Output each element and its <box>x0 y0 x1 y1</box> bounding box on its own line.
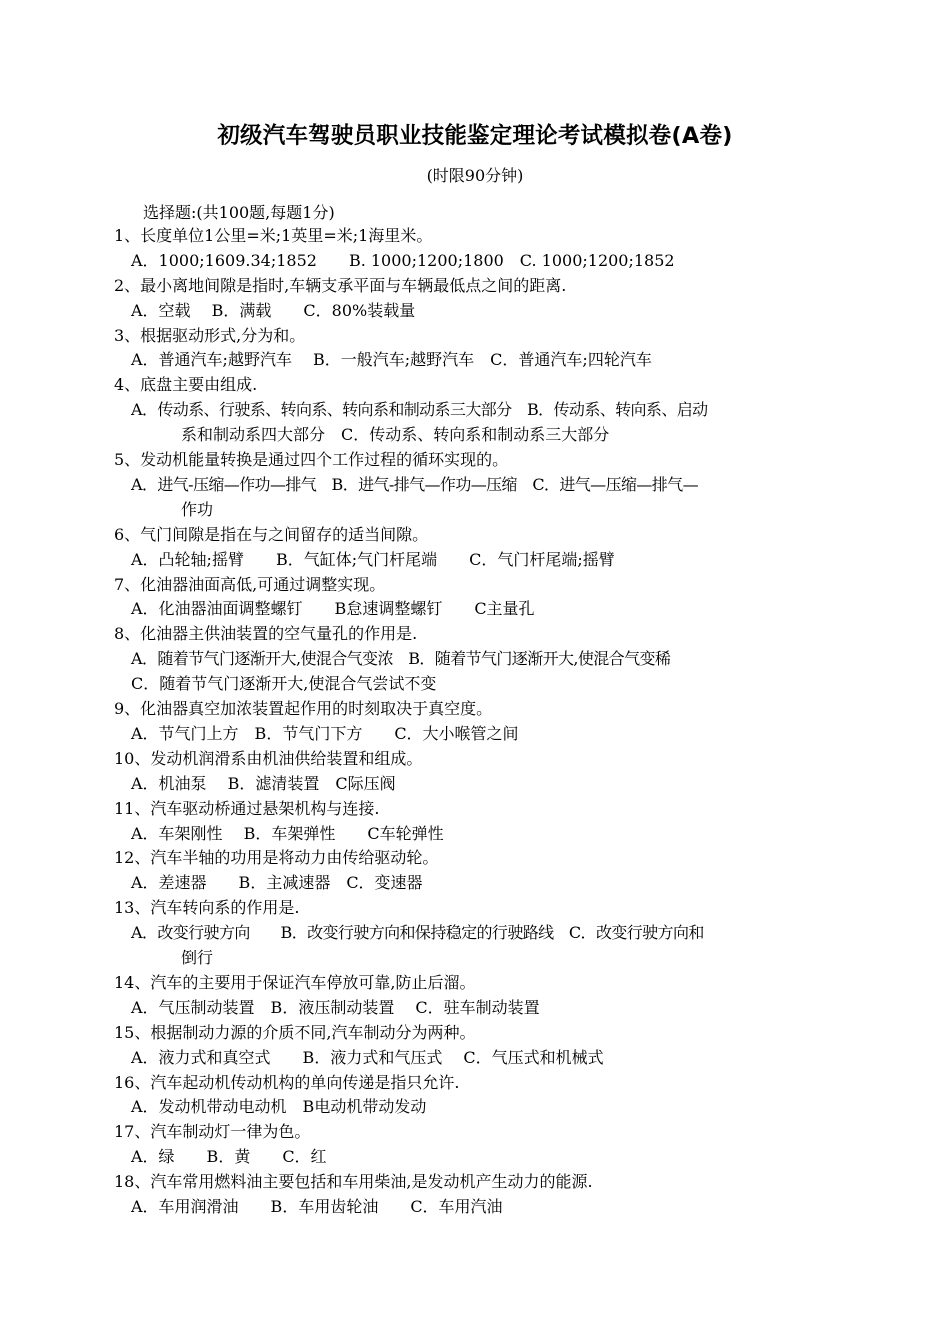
question-stem: 8、化油器主供油装置的空气量孔的作用是. <box>114 624 418 644</box>
option-line: A．改变行驶方向 B．改变行驶方向和保持稳定的行驶路线 C．改变行驶方向和 <box>131 923 704 943</box>
section-intro: 选择题:(共100题,每题1分) <box>143 203 335 222</box>
question-stem: 16、汽车起动机传动机构的单向传递是指只允许. <box>114 1072 460 1092</box>
question-item <box>0 747 950 797</box>
question-options: A．凸轮轴;摇臂 B．气缸体;气门杆尾端 C．气门杆尾端;摇臂 <box>131 549 615 569</box>
question-item <box>0 373 950 448</box>
question-options <box>0 647 950 697</box>
question-options <box>0 921 950 971</box>
question-stem: 2、最小离地间隙是指时,车辆支承平面与车辆最低点之间的距离. <box>114 275 567 295</box>
option-line-continued: 作功 <box>181 499 214 519</box>
question-options <box>0 398 950 448</box>
question-item <box>0 324 950 374</box>
question-item <box>0 1170 950 1220</box>
question-item <box>0 622 950 697</box>
question-options: A．普通汽车;越野汽车 B．一般汽车;越野汽车 C．普通汽车;四轮汽车 <box>131 350 652 370</box>
question-options: A．机油泵 B．滤清装置 C际压阀 <box>131 773 396 793</box>
question-item <box>0 797 950 847</box>
question-stem: 3、根据驱动形式,分为和。 <box>114 325 306 345</box>
question-item <box>0 971 950 1021</box>
question-options: A．车架刚性 B．车架弹性 C车轮弹性 <box>131 823 444 843</box>
question-item <box>0 224 950 274</box>
question-item <box>0 1071 950 1121</box>
question-item <box>0 896 950 971</box>
question-item <box>0 846 950 896</box>
question-stem: 9、化油器真空加浓装置起作用的时刻取决于真空度。 <box>114 699 493 719</box>
question-stem: 11、汽车驱动桥通过悬架机构与连接. <box>114 798 380 818</box>
question-list <box>0 224 950 1220</box>
question-options: A．1000;1609.34;1852 B. 1000;1200;1800 C. 1000;1200;1852 <box>131 250 675 270</box>
question-item <box>0 1021 950 1071</box>
question-stem: 10、发动机润滑系由机油供给装置和组成。 <box>114 748 423 768</box>
question-stem: 13、汽车转向系的作用是. <box>114 898 300 918</box>
question-options: A．气压制动装置 B．液压制动装置 C．驻车制动装置 <box>131 997 540 1017</box>
option-line-continued: 系和制动系四大部分 C．传动系、转向系和制动系三大部分 <box>181 425 610 445</box>
question-stem: 6、气门间隙是指在与之间留存的适当间隙。 <box>114 524 429 544</box>
question-stem: 12、汽车半轴的功用是将动力由传给驱动轮。 <box>114 848 439 868</box>
question-item <box>0 573 950 623</box>
question-stem: 18、汽车常用燃料油主要包括和车用柴油,是发动机产生动力的能源. <box>114 1172 593 1192</box>
question-item <box>0 448 950 523</box>
question-options: A．车用润滑油 B．车用齿轮油 C．车用汽油 <box>131 1197 503 1217</box>
question-stem: 1、长度单位1公里=米;1英里=米;1海里米。 <box>114 226 433 245</box>
question-stem: 15、根据制动力源的介质不同,汽车制动分为两种。 <box>114 1022 476 1042</box>
time-limit: (时限90分钟) <box>426 166 524 185</box>
question-stem: 17、汽车制动灯一律为色。 <box>114 1122 311 1142</box>
question-stem: 7、化油器油面高低,可通过调整实现。 <box>114 574 386 594</box>
exam-title: 初级汽车驾驶员职业技能鉴定理论考试模拟卷(A卷) <box>217 123 733 149</box>
option-line-continued: 倒行 <box>181 948 214 968</box>
question-options: A．发动机带动电动机 B电动机带动发动 <box>131 1097 427 1117</box>
question-stem: 5、发动机能量转换是通过四个工作过程的循环实现的。 <box>114 450 509 470</box>
question-options: A．绿 B．黄 C．红 <box>131 1147 327 1167</box>
option-line: A．进气-压缩—作功—排气 B．进气-排气—作功—压缩 C．进气—压缩—排气— <box>131 474 698 494</box>
question-options: A．化油器油面调整螺钉 B怠速调整螺钉 C主量孔 <box>131 599 535 619</box>
question-options: A．液力式和真空式 B．液力式和气压式 C．气压式和机械式 <box>131 1047 604 1067</box>
question-item <box>0 274 950 324</box>
question-item <box>0 523 950 573</box>
question-options <box>0 473 950 523</box>
option-line-continued: C．随着节气门逐渐开大,使混合气尝试不变 <box>131 674 437 694</box>
question-options: A．空载 B．满载 C．80%装载量 <box>131 300 416 320</box>
option-line: A．传动系、行驶系、转向系、转向系和制动系三大部分 B．传动系、转向系、启动 <box>131 400 708 420</box>
question-options: A．差速器 B．主减速器 C．变速器 <box>131 873 423 893</box>
question-item <box>0 1120 950 1170</box>
question-item <box>0 697 950 747</box>
option-line: A．随着节气门逐渐开大,使混合气变浓 B．随着节气门逐渐开大,使混合气变稀 <box>131 649 671 669</box>
question-options: A．节气门上方 B．节气门下方 C．大小喉管之间 <box>131 723 519 743</box>
question-stem: 14、汽车的主要用于保证汽车停放可靠,防止后溜。 <box>114 972 476 992</box>
question-stem: 4、底盘主要由组成. <box>114 375 258 395</box>
